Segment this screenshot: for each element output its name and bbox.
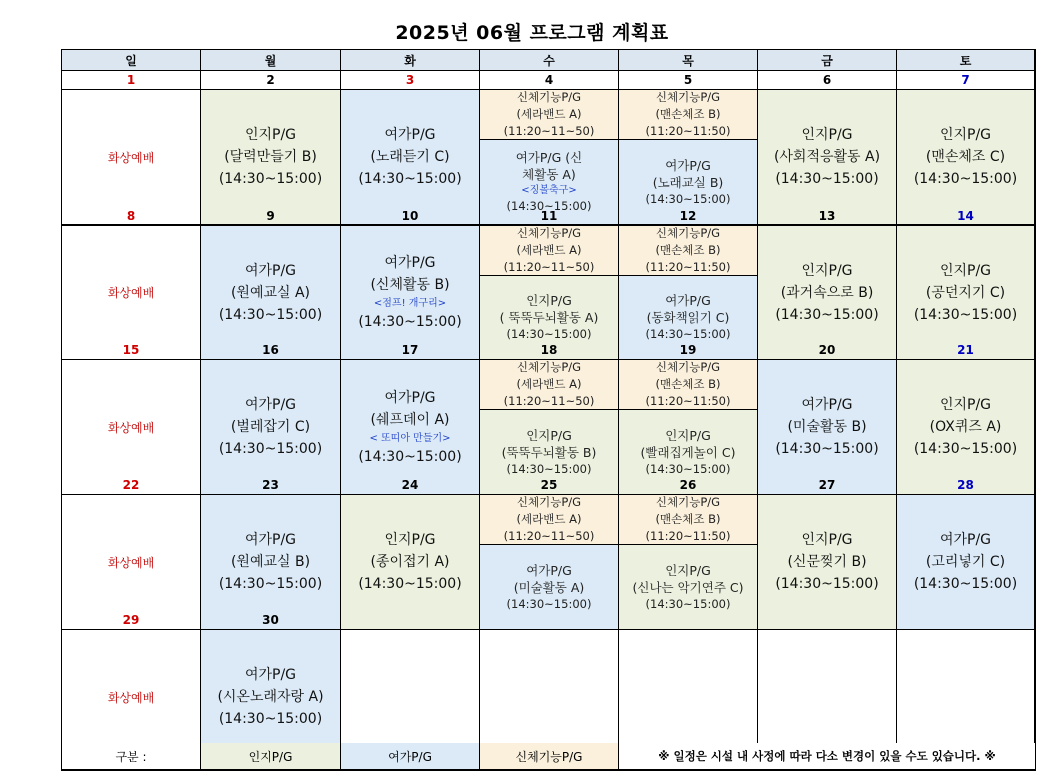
date-cell [897, 611, 1035, 630]
date-cell [897, 341, 1035, 360]
worship-label: 화상예배 [107, 286, 155, 300]
program-name: (고리넣기 C) [925, 554, 1006, 570]
date-cell [897, 207, 1035, 226]
program-time: (14:30~15:00) [218, 441, 323, 457]
program-name: (공던지기 C) [925, 284, 1006, 301]
date-cell [201, 341, 341, 360]
program-category: 신체기능P/G [655, 495, 721, 509]
program-time: (14:30~15:00) [775, 441, 879, 457]
program-name: (과거속으로 B) [780, 284, 874, 301]
program-category: 인지P/G [526, 427, 572, 443]
program-category: 인지P/G [801, 127, 853, 143]
date-cell [341, 341, 480, 360]
date-cell [758, 71, 897, 90]
program-time: (11:20~11~50) [503, 124, 595, 138]
date-cell [758, 611, 897, 630]
date-cell [62, 207, 201, 226]
date-cell [341, 611, 480, 630]
program-cell-wed-morning [480, 360, 619, 410]
program-name: (신문찢기 B) [787, 554, 867, 570]
date-number: 4 [544, 73, 554, 87]
sunday-cell [62, 90, 201, 225]
program-name: (벌레잡기 C) [230, 419, 311, 435]
program-name: ( 뚝뚝두뇌활동 A) [499, 310, 599, 325]
program-time: (11:20~11:50) [645, 529, 731, 543]
program-name: (신나는 악기연주 C) [632, 579, 744, 595]
program-name: (뚝뚝두뇌활동 B) [501, 444, 597, 460]
program-category: 여가P/G [384, 389, 436, 406]
weekday-header [897, 50, 1035, 71]
date-number: 30 [262, 613, 279, 627]
date-cell [201, 71, 341, 90]
date-cell [341, 71, 480, 90]
date-cell [480, 611, 619, 630]
program-name: (세라밴드 A) [516, 377, 582, 391]
page-title: 2025년 06월 프로그램 계획표 [395, 22, 669, 44]
program-category: 인지P/G [939, 127, 992, 143]
program-time: (14:30~15:00) [506, 199, 592, 213]
worship-label: 화상예배 [107, 150, 155, 165]
date-cell [201, 611, 341, 630]
date-cell [758, 476, 897, 495]
program-category: 신체기능P/G [516, 226, 582, 240]
weekday-header [62, 50, 201, 71]
date-cell [619, 207, 758, 226]
program-category: 여가P/G [384, 255, 436, 271]
date-number: 19 [679, 343, 697, 357]
legend-leisure [341, 743, 480, 770]
date-number: 14 [957, 209, 974, 223]
date-cell [62, 611, 201, 630]
sunday-cell [62, 360, 201, 495]
program-name: (미술활동 A) [513, 579, 585, 595]
program-category: 신체기능P/G [516, 360, 582, 374]
program-category: 여가P/G [244, 262, 297, 279]
program-category: 인지P/G [665, 427, 711, 443]
date-cell [619, 341, 758, 360]
date-number: 27 [818, 478, 836, 492]
legend-leisure-text: 여가P/G [388, 749, 432, 764]
weekday-label: 토 [959, 53, 972, 68]
program-time: (11:20~11:50) [645, 394, 731, 408]
date-number: 26 [679, 478, 697, 492]
program-category: 인지P/G [939, 397, 992, 413]
date-number: 15 [122, 343, 140, 357]
program-cell-mon [201, 495, 341, 630]
date-cell [62, 71, 201, 90]
date-cell [619, 71, 758, 90]
program-time: (14:30~15:00) [218, 171, 323, 187]
date-number: 5 [683, 73, 693, 87]
program-note: <징볼축구> [521, 185, 577, 196]
program-category: 신체기능P/G [655, 226, 721, 240]
program-cell-mon [201, 226, 341, 360]
program-name: (시온노래자랑 A) [217, 689, 324, 705]
program-cell-sat [897, 226, 1035, 360]
program-name: (원예교실 A) [230, 284, 311, 301]
program-name: (맨손체조 B) [655, 377, 721, 391]
program-name: (빨래집게놀이 C) [640, 444, 736, 460]
date-number: 6 [822, 73, 832, 87]
program-name: (세라밴드 A) [516, 243, 582, 257]
date-number: 2 [266, 73, 275, 87]
program-time: (11:20~11~50) [503, 529, 595, 543]
program-time: (14:30~15:00) [506, 461, 592, 476]
program-category: 인지P/G [665, 562, 711, 578]
program-cell-thu-morning [619, 495, 758, 545]
program-category: 인지P/G [384, 532, 436, 548]
date-number: 18 [540, 343, 558, 357]
program-category: 인지P/G [939, 262, 992, 279]
program-category: 신체기능P/G [655, 90, 721, 104]
program-cell-sat [897, 90, 1035, 225]
program-category: 인지P/G [801, 532, 853, 548]
weekday-label: 일 [125, 53, 137, 68]
program-category: 여가P/G [939, 532, 992, 548]
weekday-header [758, 50, 897, 71]
program-cell-wed-morning [480, 90, 619, 140]
weekday-header [201, 50, 341, 71]
program-category: 여가P/G [526, 562, 572, 578]
program-cell-wed-morning [480, 226, 619, 276]
program-cell-fri [758, 90, 897, 225]
date-cell [897, 71, 1035, 90]
program-note: <점프! 개구리> [373, 298, 447, 309]
program-category: 여가P/G [665, 157, 711, 173]
program-time: (14:30~15:00) [645, 327, 731, 341]
program-name: (동화책읽기 C) [646, 310, 730, 325]
date-number: 1 [126, 73, 136, 87]
program-name: (미술활동 B) [787, 419, 867, 435]
program-cell-thu-morning [619, 90, 758, 140]
program-name: (사회적응활동 A) [773, 149, 881, 165]
date-number: 11 [540, 209, 558, 223]
program-cell-fri [758, 226, 897, 360]
date-cell [480, 341, 619, 360]
weekday-label: 월 [264, 53, 277, 68]
weekday-header [341, 50, 480, 71]
program-name: (맨손체조 B) [655, 243, 721, 257]
program-time: (14:30~15:00) [358, 576, 462, 592]
program-name: (쉐프데이 A) [370, 411, 450, 428]
date-number: 8 [126, 209, 136, 223]
program-time: (14:30~15:00) [775, 306, 879, 323]
weekday-header [480, 50, 619, 71]
weekday-label: 목 [682, 53, 694, 68]
date-number: 7 [961, 73, 970, 87]
program-cell-thu-morning [619, 226, 758, 276]
program-category: 여가P/G [384, 127, 436, 143]
date-cell [62, 341, 201, 360]
date-cell [341, 476, 480, 495]
program-name: (원예교실 B) [230, 554, 311, 570]
program-time: (14:30~15:00) [218, 306, 323, 323]
worship-label: 화상예배 [107, 690, 155, 705]
program-time: (11:20~11:50) [645, 124, 731, 138]
sunday-cell [62, 495, 201, 630]
date-number: 28 [957, 478, 974, 492]
program-cell-fri [758, 495, 897, 630]
weekday-header [619, 50, 758, 71]
weekday-label: 화 [404, 53, 416, 68]
legend-cognitive [201, 743, 341, 770]
legend-physical-text: 신체기능P/G [515, 749, 583, 764]
date-number: 10 [401, 209, 419, 223]
program-name: (맨손체조 B) [655, 107, 721, 121]
legend-label-text: 구분 : [115, 749, 147, 764]
program-cell-tue [341, 226, 480, 360]
program-time: (14:30~15:00) [645, 596, 731, 611]
legend-label [62, 743, 201, 770]
program-time: (11:20~11~50) [503, 260, 595, 274]
program-time: (14:30~15:00) [645, 191, 731, 206]
program-name: (맨손체조 B) [655, 512, 721, 526]
program-category: 여가P/G [801, 397, 853, 413]
program-category: 신체기능P/G [516, 495, 582, 509]
date-number: 24 [401, 478, 419, 492]
program-cell-mon [201, 360, 341, 495]
date-cell [341, 207, 480, 226]
date-cell [619, 476, 758, 495]
date-cell [758, 207, 897, 226]
date-number: 16 [262, 343, 279, 357]
legend-footnote [619, 743, 1035, 770]
program-name: (세라밴드 A) [516, 107, 582, 121]
program-time: (14:30~15:00) [913, 576, 1018, 592]
program-time: (14:30~15:00) [358, 448, 462, 465]
date-number: 9 [266, 209, 275, 223]
program-cell-sat [897, 360, 1035, 495]
program-cell-tue [341, 495, 480, 630]
date-number: 25 [540, 478, 558, 492]
program-category: 여가P/G (신 [515, 150, 583, 165]
program-time: (14:30~15:00) [358, 171, 462, 187]
program-category: 여가P/G [244, 397, 297, 413]
program-name: 체활동 A) [522, 167, 576, 182]
program-cell-wed-morning [480, 495, 619, 545]
date-number: 17 [401, 343, 419, 357]
program-cell-tue [341, 360, 480, 495]
program-cell-mon [201, 90, 341, 225]
date-number: 13 [818, 209, 836, 223]
program-cell-tue [341, 90, 480, 225]
program-name: (신체활동 B) [370, 277, 450, 293]
program-time: (14:30~15:00) [218, 576, 323, 592]
program-cell-sat [897, 495, 1035, 630]
program-time: (14:30~15:00) [506, 327, 592, 341]
date-number: 22 [122, 478, 140, 492]
date-cell [201, 207, 341, 226]
program-name: (맨손체조 C) [925, 149, 1006, 165]
date-number: 29 [122, 613, 140, 627]
program-time: (11:20~11:50) [645, 260, 731, 274]
date-cell [480, 476, 619, 495]
date-cell [201, 476, 341, 495]
date-number: 3 [405, 73, 415, 87]
date-number: 23 [262, 478, 279, 492]
date-cell [758, 341, 897, 360]
date-number: 12 [679, 209, 697, 223]
worship-label: 화상예배 [107, 555, 155, 570]
program-name: (종이접기 A) [370, 554, 450, 570]
program-time: (14:30~15:00) [913, 441, 1018, 457]
date-cell [897, 476, 1035, 495]
program-time: (14:30~15:00) [775, 171, 879, 187]
program-category: 인지P/G [801, 262, 853, 279]
date-cell [480, 71, 619, 90]
program-name: (노래교실 B) [652, 174, 724, 190]
date-number: 20 [818, 343, 836, 357]
weekday-label: 금 [821, 53, 833, 68]
program-time: (14:30~15:00) [506, 596, 592, 611]
legend-footnote-text: ※ 일정은 시설 내 사정에 따라 다소 변경이 있을 수도 있습니다. ※ [658, 749, 996, 763]
date-cell [619, 611, 758, 630]
program-category: 인지P/G [526, 293, 572, 308]
program-category: 여가P/G [244, 667, 297, 683]
program-category: 신체기능P/G [516, 90, 582, 104]
calendar-grid [61, 49, 1036, 771]
program-category: 신체기능P/G [655, 360, 721, 374]
program-category: 여가P/G [665, 293, 711, 308]
legend-physical [480, 743, 619, 770]
program-name: (노래듣기 C) [370, 149, 450, 165]
program-note: < 또띠아 만들기> [369, 432, 451, 444]
program-category: 여가P/G [244, 532, 297, 548]
program-time: (14:30~15:00) [913, 171, 1018, 187]
program-name: (OX퀴즈 A) [929, 419, 1002, 435]
program-time: (14:30~15:00) [913, 306, 1018, 323]
legend-cognitive-text: 인지P/G [248, 749, 293, 764]
program-time: (14:30~15:00) [775, 576, 879, 592]
date-number: 21 [957, 343, 974, 357]
program-name: (세라밴드 A) [516, 512, 582, 526]
program-cell-fri [758, 360, 897, 495]
program-category: 인지P/G [244, 127, 297, 143]
sunday-cell [62, 226, 201, 360]
program-cell-thu-morning [619, 360, 758, 410]
weekday-label: 수 [543, 53, 555, 68]
program-time: (14:30~15:00) [218, 711, 323, 727]
date-cell [480, 207, 619, 226]
program-time: (14:30~15:00) [645, 461, 731, 476]
program-time: (14:30~15:00) [358, 314, 462, 330]
program-time: (11:20~11~50) [503, 394, 595, 408]
program-name: (달력만들기 B) [224, 149, 317, 165]
worship-label: 화상예배 [107, 420, 155, 435]
date-cell [62, 476, 201, 495]
